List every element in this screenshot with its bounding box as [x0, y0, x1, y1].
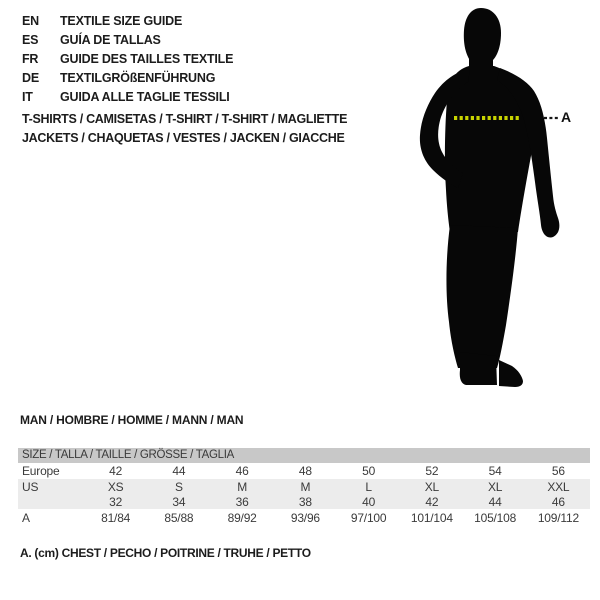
- size-value-cell: 97/100: [350, 511, 387, 525]
- size-value-cell: 109/112: [537, 511, 579, 525]
- size-value-cell: 32: [109, 495, 123, 509]
- size-value-cell: 52: [425, 464, 439, 478]
- row-label: A: [22, 511, 30, 525]
- language-list: [22, 12, 233, 107]
- measure-label-a: A: [561, 109, 572, 125]
- size-value-cell: 42: [425, 495, 439, 509]
- language-row-es: [22, 31, 233, 50]
- language-label: GUIDA ALLE TAGLIE TESSILI: [60, 90, 230, 104]
- size-value-cell: 89/92: [227, 511, 257, 525]
- row-label: US: [22, 480, 39, 494]
- language-label: TEXTILGRÖßENFÜHRUNG: [60, 71, 216, 85]
- language-label: TEXTILE SIZE GUIDE: [60, 14, 183, 28]
- size-value-cell: 44: [488, 495, 502, 509]
- language-code: DE: [22, 71, 39, 85]
- size-value-cell: 56: [551, 464, 565, 478]
- size-value-cell: 54: [488, 464, 502, 478]
- size-table-body: [18, 463, 590, 527]
- size-value-cell: 50: [362, 464, 376, 478]
- language-label: GUIDE DES TAILLES TEXTILE: [60, 52, 234, 66]
- language-code: IT: [22, 90, 33, 104]
- size-value-cell: 38: [298, 495, 312, 509]
- size-table: [18, 448, 590, 527]
- size-value-cell: L: [365, 480, 372, 494]
- language-label: GUÍA DE TALLAS: [60, 33, 161, 47]
- size-value-cell: 93/96: [290, 511, 320, 525]
- size-value-cell: 101/104: [410, 511, 453, 525]
- language-code: ES: [22, 33, 39, 47]
- man-silhouette: [420, 8, 560, 387]
- size-value-cell: 81/84: [101, 511, 131, 525]
- row-label: Europe: [22, 464, 60, 478]
- size-value-cell: M: [300, 480, 311, 494]
- size-value-cell: S: [174, 480, 183, 494]
- language-row-en: [22, 12, 233, 31]
- size-value-cell: XL: [424, 480, 440, 494]
- product-category-lines: [22, 110, 347, 148]
- size-value-cell: XXL: [547, 480, 570, 494]
- size-value-cell: XS: [107, 480, 124, 494]
- size-value-cell: XL: [487, 480, 503, 494]
- size-table-header: SIZE / TALLA / TAILLE / GRÖSSE / TAGLIA: [18, 448, 590, 463]
- size-value-cell: 44: [172, 464, 186, 478]
- size-value-cell: 40: [362, 495, 376, 509]
- size-value-cell: 46: [235, 464, 249, 478]
- table-row-a: [18, 509, 590, 527]
- size-value-cell: 48: [298, 464, 312, 478]
- product-line-tshirts: T-SHIRTS / CAMISETAS / T-SHIRT / T-SHIRT / MAGLIETTE: [22, 112, 348, 126]
- chest-footnote: A. (cm) CHEST / PECHO / POITRINE / TRUHE / PETTO: [20, 546, 311, 560]
- size-value-cell: 34: [172, 495, 186, 509]
- language-code: FR: [22, 52, 39, 66]
- size-value-cell: 46: [551, 495, 565, 509]
- size-value-cell: 105/108: [474, 511, 517, 525]
- product-line-jackets: JACKETS / CHAQUETAS / VESTES / JACKEN / GIACCHE: [22, 131, 345, 145]
- size-value-cell: M: [237, 480, 248, 494]
- language-row-de: [22, 69, 233, 88]
- table-row-2: [18, 495, 590, 509]
- table-row-europe: [18, 463, 590, 479]
- language-row-it: [22, 88, 233, 107]
- size-value-cell: 85/88: [164, 511, 194, 525]
- language-code: EN: [22, 14, 39, 28]
- section-title-man: MAN / HOMBRE / HOMME / MANN / MAN: [20, 413, 244, 427]
- size-value-cell: 36: [235, 495, 249, 509]
- size-value-cell: 42: [109, 464, 123, 478]
- table-row-us: [18, 479, 590, 495]
- language-row-fr: [22, 50, 233, 69]
